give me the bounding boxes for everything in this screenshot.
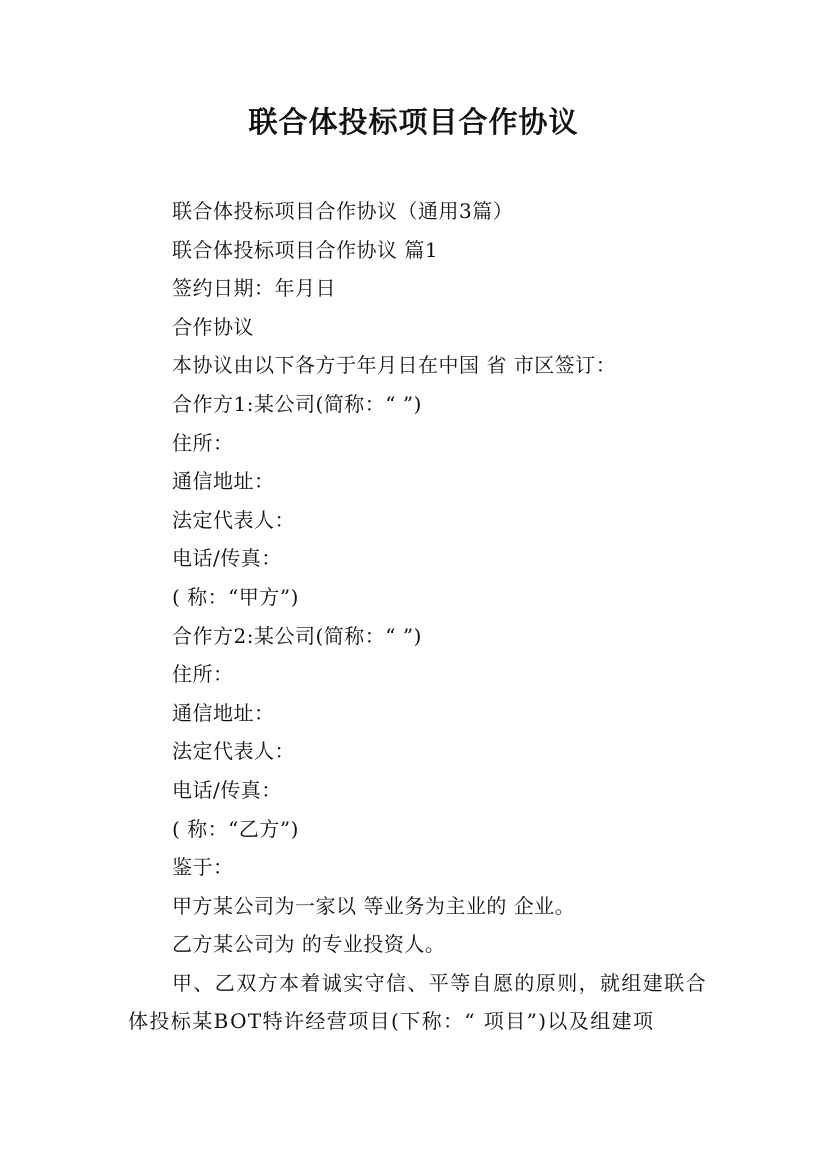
party1-address: 住所： bbox=[172, 430, 234, 455]
document-body bbox=[128, 192, 708, 1041]
party1-name: 合作方1:某公司(简称：“ ”) bbox=[172, 391, 422, 416]
whereas-party2: 乙方某公司为 的专业投资人。 bbox=[172, 932, 446, 957]
article-heading: 联合体投标项目合作协议 篇1 bbox=[172, 237, 439, 262]
party1-mailing-address: 通信地址： bbox=[172, 469, 275, 494]
section-heading: 合作协议 bbox=[172, 314, 254, 339]
party2-legal-representative: 法定代表人： bbox=[172, 739, 295, 764]
party1-legal-representative: 法定代表人： bbox=[172, 507, 295, 532]
party1-alias: ( 称：“甲方”) bbox=[172, 584, 299, 609]
party2-mailing-address: 通信地址： bbox=[172, 700, 275, 725]
signing-date: 签约日期：年月日 bbox=[172, 276, 336, 301]
party2-phone-fax: 电话/传真： bbox=[172, 777, 282, 802]
subtitle-line: 联合体投标项目合作协议（通用3篇） bbox=[172, 199, 514, 223]
party2-alias: ( 称：“乙方”) bbox=[172, 816, 299, 841]
whereas-heading: 鉴于： bbox=[172, 855, 234, 880]
agreement-paragraph: 甲、乙双方本着诚实守信、平等自愿的原则，就组建联合体投标某BOT特许经营项目(下称：“ 项目”)以及组建项 bbox=[128, 970, 707, 1034]
whereas-party1: 甲方某公司为一家以 等业务为主业的 企业。 bbox=[172, 893, 576, 918]
document-title: 联合体投标项目合作协议 bbox=[248, 105, 579, 139]
signing-location: 本协议由以下各方于年月日在中国 省 市区签订： bbox=[172, 353, 617, 378]
party2-name: 合作方2:某公司(简称：“ ”) bbox=[172, 623, 422, 648]
party1-phone-fax: 电话/传真： bbox=[172, 546, 282, 571]
party2-address: 住所： bbox=[172, 662, 234, 687]
